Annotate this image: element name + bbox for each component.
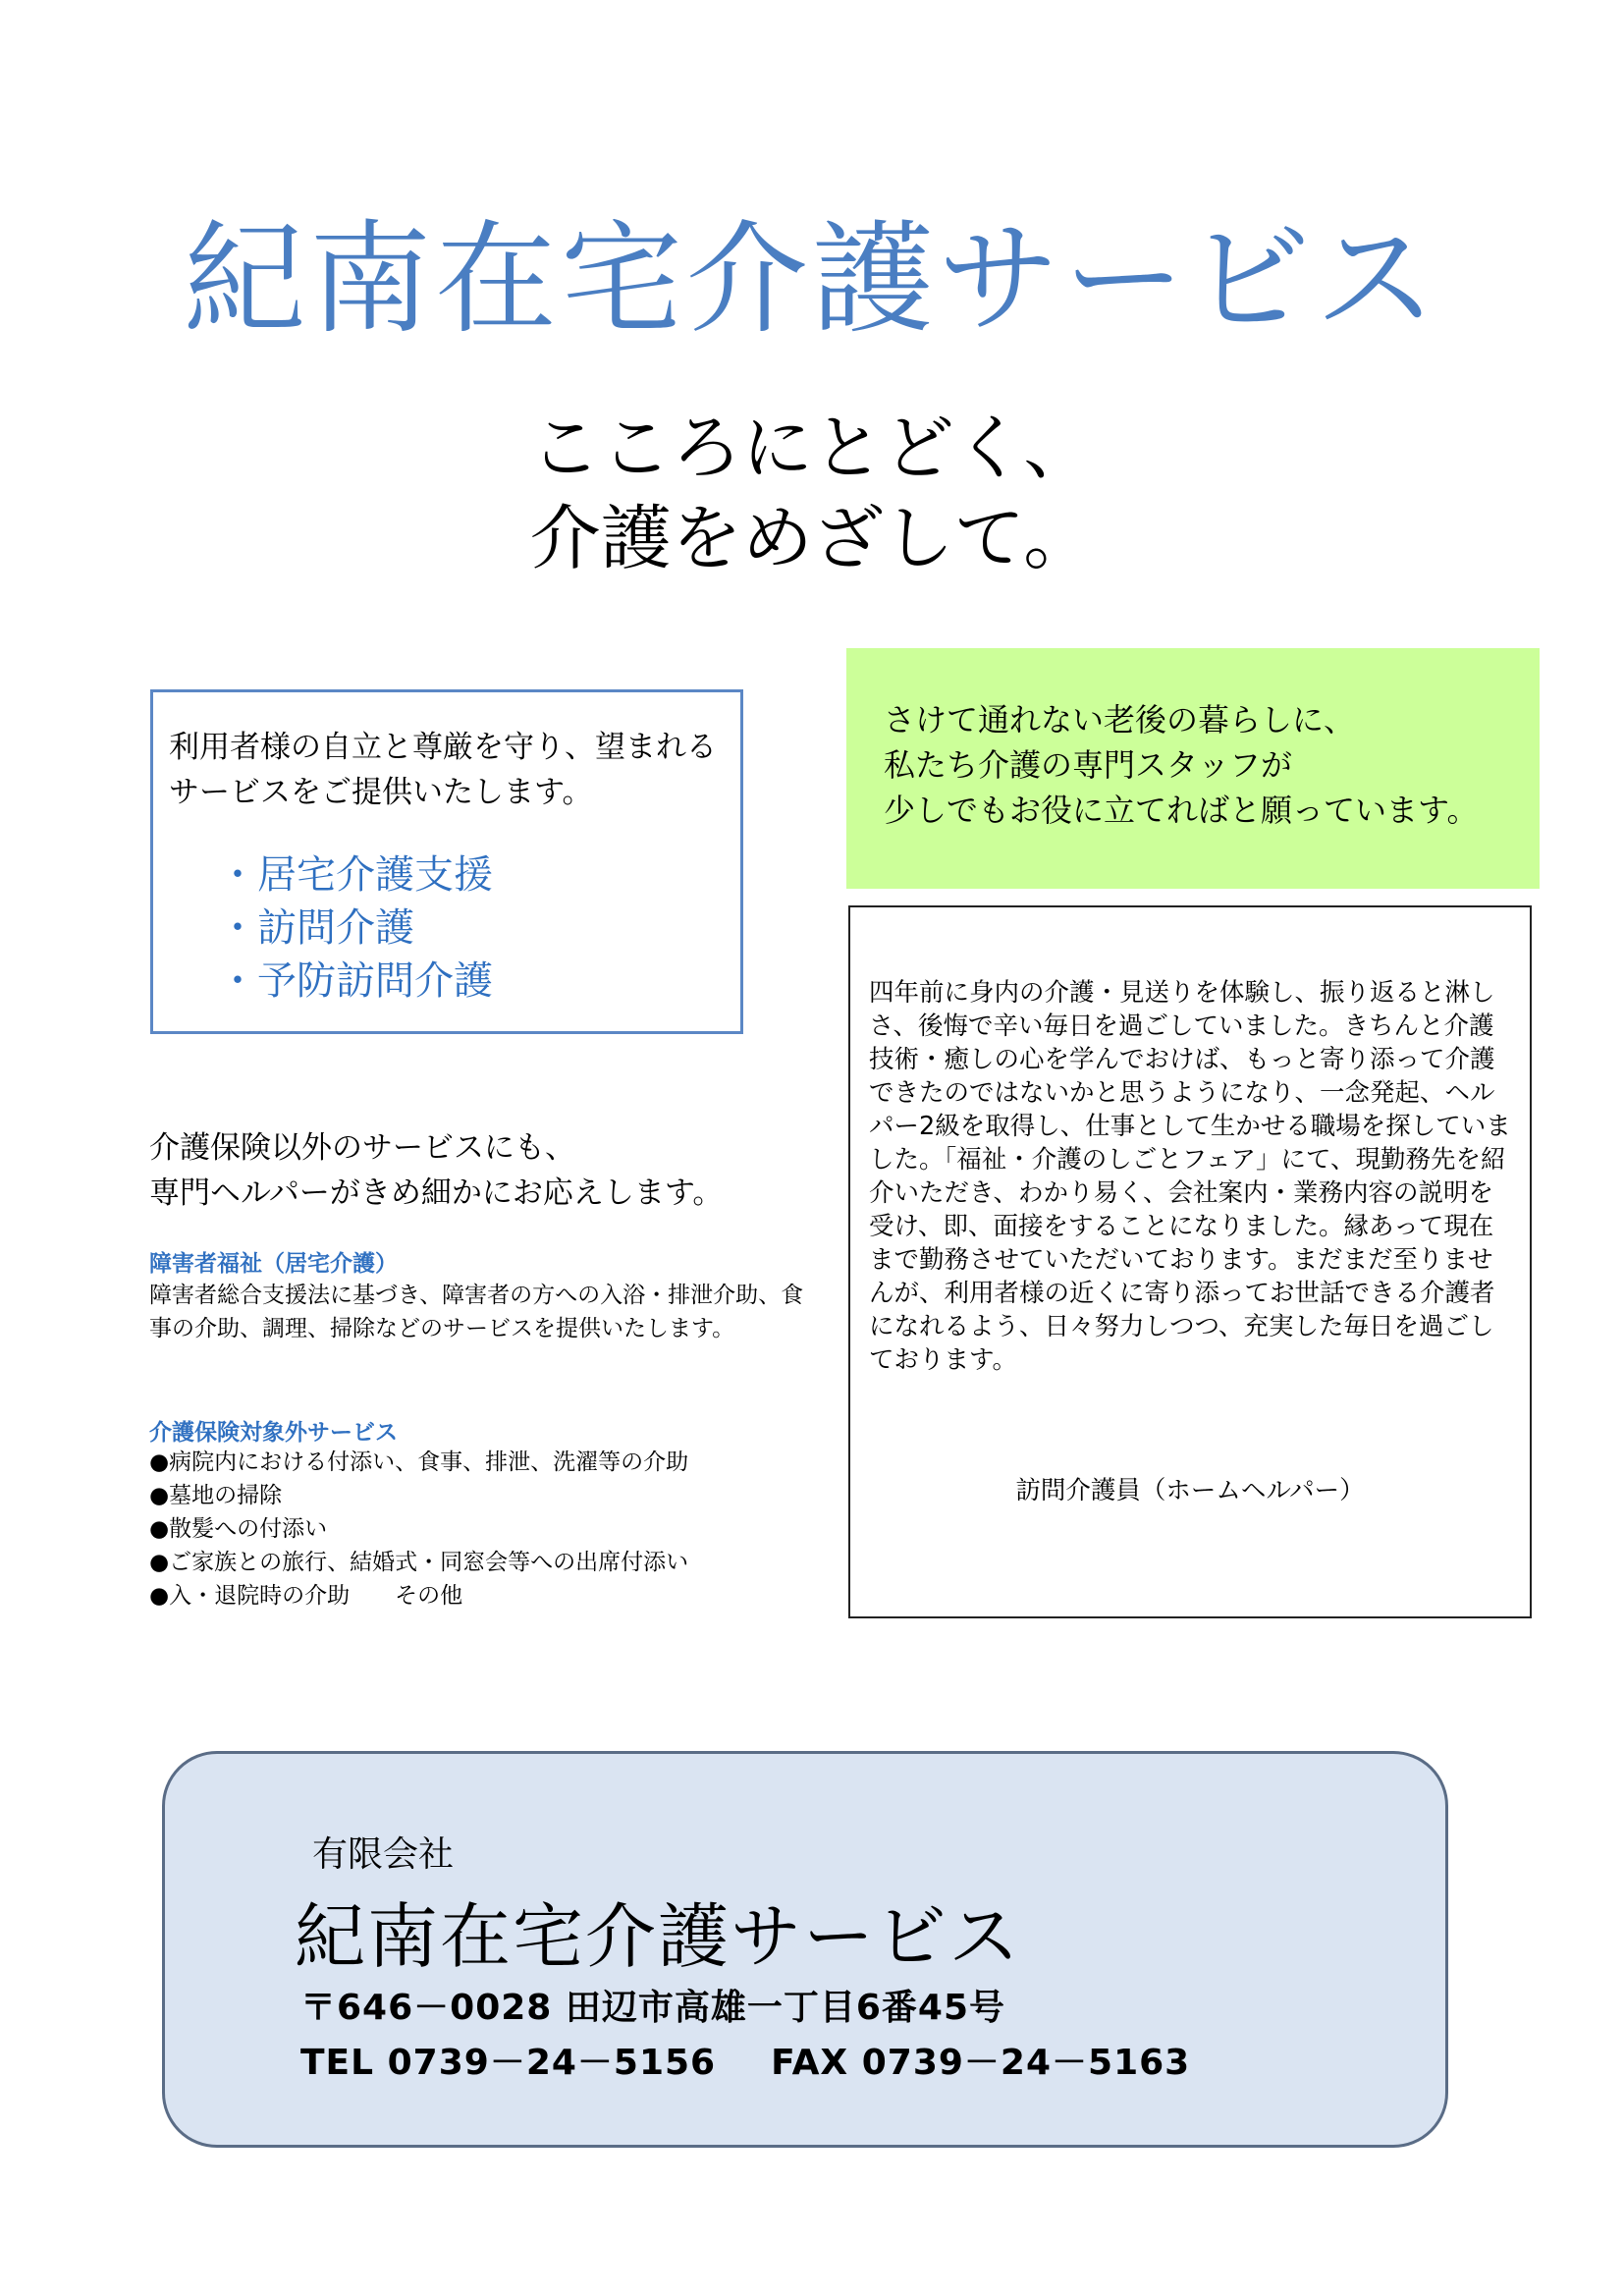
disability-welfare-heading: 障害者福祉（居宅介護）: [149, 1251, 398, 1277]
message-line: さけて通れない老後の暮らしに、: [884, 701, 1356, 738]
testimonial-text: 四年前に身内の介護・見送りを体験し、振り返ると淋しさ、後悔で辛い毎日を過ごしていました。きちんと介護技術・癒しの心を学んでおけば、もっと寄り添って介護できたのではないかと思うようになり、一念発起、ヘルパー2級を取得し、仕事として生かせる職場を探していました。「福祉・介護のしごとフェア」にて、現勤務先を紹介いただき、わかり易く、会社案内・業務内容の説明を受け、即、面接をすることになりました。縁あって現在まで勤務させていただいております。まだまだ至りませんが、利用者様の近くに寄り添ってお世話できる介護者になれるよう、日々努力しつつ、充実した毎日を過ごしております。: [869, 978, 1511, 1375]
company-name: 紀南在宅介護サービス: [295, 1895, 1022, 1978]
tagline: [0, 403, 1624, 583]
service-list: [218, 848, 493, 1008]
company-type: 有限会社: [312, 1834, 455, 1875]
list-item: ●ご家族との旅行、結婚式・同窓会等への出席付添い: [149, 1550, 689, 1575]
service-item: ・訪問介護: [218, 905, 414, 951]
message-text: [884, 697, 1478, 833]
tagline-line-1: こころにとどく、: [529, 407, 1095, 489]
testimonial-signature: 訪問介護員（ホームヘルパー）: [1015, 1476, 1365, 1505]
message-line: 私たち介護の専門スタッフが: [884, 746, 1293, 784]
service-item: ・予防訪問介護: [218, 958, 493, 1004]
company-tel: TEL 0739－24－5156: [300, 2043, 717, 2083]
page-title: 紀南在宅介護サービス: [183, 209, 1440, 351]
extra-intro-line: 介護保険以外のサービスにも、: [149, 1130, 575, 1166]
message-line: 少しでもお役に立てればと願っています。: [884, 792, 1479, 829]
list-item: ●入・退院時の介助 その他: [149, 1583, 463, 1609]
list-item: ●墓地の掃除: [149, 1483, 283, 1508]
extra-intro-line: 専門ヘルパーがきめ細かにお応えします。: [149, 1175, 724, 1211]
company-fax: FAX 0739－24－5163: [771, 2043, 1191, 2083]
company-phones: [300, 2035, 1190, 2085]
list-item: ●散髪への付添い: [149, 1516, 328, 1542]
disability-welfare-body: 障害者総合支援法に基づき、障害者の方への入浴・排泄介助、食事の介助、調理、掃除などのサービスを提供いたします。: [149, 1283, 804, 1341]
list-item: ●病院内における付添い、食事、排泄、洗濯等の介助: [149, 1449, 689, 1475]
non-insurance-list: [149, 1446, 688, 1613]
service-item: ・居宅介護支援: [218, 852, 493, 898]
company-address: 〒646－0028 田辺市高雄一丁目6番45号: [300, 1988, 1006, 2028]
non-insurance-heading: 介護保険対象外サービス: [149, 1420, 398, 1446]
extra-services-intro: [149, 1125, 723, 1216]
service-intro: 利用者様の自立と尊厳を守り、望まれるサービスをご提供いたします。: [169, 730, 717, 810]
tagline-line-2: 介護をめざして。: [529, 497, 1095, 579]
